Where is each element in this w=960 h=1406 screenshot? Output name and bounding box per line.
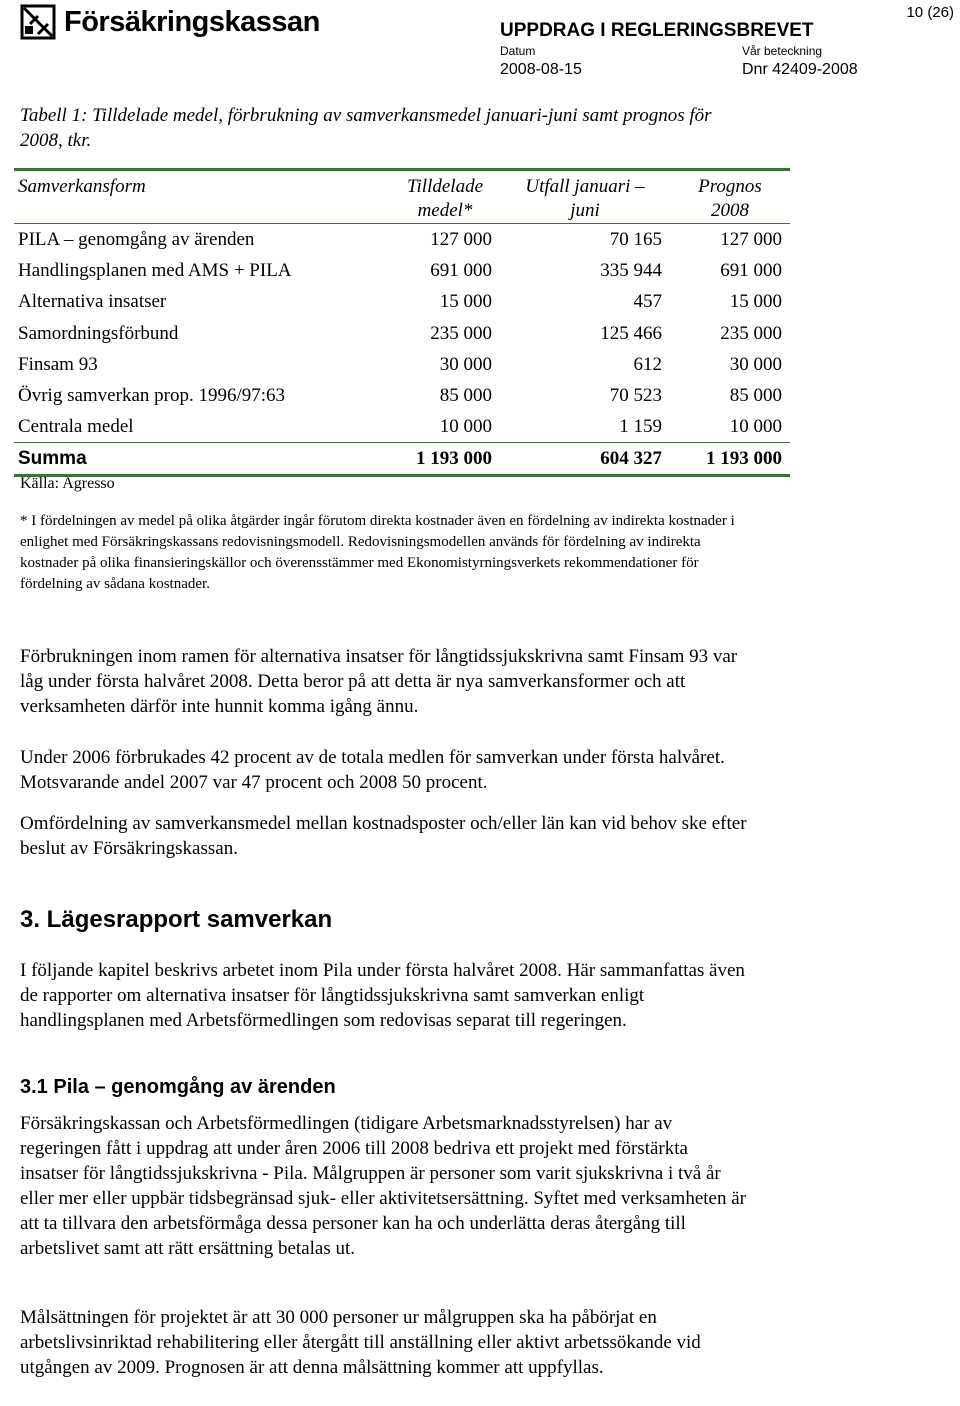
column-header: Prognos 2008 <box>698 176 762 221</box>
logo <box>20 4 320 40</box>
table-row <box>14 380 790 411</box>
column-header: Samverkansform <box>18 176 146 197</box>
table-cell: 30 000 <box>439 353 492 375</box>
table-cell: 335 944 <box>600 260 662 282</box>
table-cell: 691 000 <box>430 260 492 282</box>
table-total-row <box>14 443 790 476</box>
table-cell: 612 <box>633 353 662 375</box>
table-cell: Övrig samverkan prop. 1996/97:63 <box>18 385 286 407</box>
paragraph: Under 2006 förbrukades 42 procent av de totala medlen för samverkan under första halvåret. Motsvarande andel 2007 var 47 procent och 2008 50 procent. <box>20 747 725 793</box>
date-value: 2008-08-15 <box>500 61 582 78</box>
document-type: UPPDRAG I REGLERINGSBREVET <box>500 20 814 41</box>
table-cell: 10 000 <box>729 416 782 438</box>
table-row <box>14 318 790 349</box>
table-row <box>14 286 790 317</box>
table-cell: 70 165 <box>609 229 662 251</box>
table-cell: Samordningsförbund <box>18 322 179 344</box>
reference-label: Vår beteckning <box>742 44 823 58</box>
table-cell: 235 000 <box>720 322 782 344</box>
table-cell: 70 523 <box>609 385 662 407</box>
table-caption: Tabell 1: Tilldelade medel, förbrukning av samverkansmedel januari-juni samt prognos för 2008, tkr. <box>20 105 712 151</box>
table-row <box>14 411 790 443</box>
table-cell: 127 000 <box>430 229 492 251</box>
table-cell: 85 000 <box>439 385 492 407</box>
table-row <box>14 349 790 380</box>
table-cell: 15 000 <box>439 291 492 313</box>
table-cell: Finsam 93 <box>18 353 98 375</box>
table-cell: 691 000 <box>720 260 782 282</box>
table-cell: 604 327 <box>600 448 662 470</box>
table-cell: Summa <box>18 448 87 470</box>
paragraph: Målsättningen för projektet är att 30 000 personer ur målgruppen ska ha påbörjat en arbetslivsinriktad rehabilitering eller återgått till anställning eller aktivt arbetssökande vid utgången av 2009. Prognosen är att denna målsättning kommer att uppfyllas. <box>20 1307 701 1378</box>
allocation-table <box>14 168 790 477</box>
table-row <box>14 224 790 256</box>
footnote: * I fördelningen av medel på olika åtgärder ingår förutom direkta kostnader även en fördelning av indirekta kostnader i enlighet med Försäkringskassans redovisningsmodell. Redovisningsmodellen används för fördelning av indirekta kostnader på olika finansieringskällor och överensstämmer med Ekonomistyrningsverkets rekommendationer för fördelning av sådana kostnader. <box>20 513 735 592</box>
table-cell: 15 000 <box>729 291 782 313</box>
table-row <box>14 255 790 286</box>
section-heading: 3. Lägesrapport samverkan <box>20 906 333 933</box>
table-cell: Alternativa insatser <box>18 291 167 313</box>
paragraph: Förbrukningen inom ramen för alternativa insatser för långtidssjukskrivna samt Finsam 93 var låg under första halvåret 2008. Detta beror på att detta är nya samverkansformer och att verksamheten därför inte hunnit komma igång ännu. <box>20 646 738 717</box>
logo-text: Försäkringskassan <box>64 5 320 38</box>
table-cell: 10 000 <box>439 416 492 438</box>
table-header-row <box>14 170 790 224</box>
table-cell: 1 159 <box>619 416 662 438</box>
table-cell: 235 000 <box>430 322 492 344</box>
table-cell: 125 466 <box>600 322 662 344</box>
table-cell: 1 193 000 <box>706 448 782 470</box>
table-cell: 1 193 000 <box>416 448 492 470</box>
paragraph: Försäkringskassan och Arbetsförmedlingen (tidigare Arbetsmarknadsstyrelsen) har av regeringen fått i uppdrag att under åren 2006 till 2008 bedriva ett projekt med förstärkta insatser för långtidssjukskrivna - Pila. Målgruppen är personer som varit sjukskrivna i två år eller mer eller uppbär tidsbegränsad sjuk- eller aktivitetsersättning. Syftet med verksamheten är att ta tillvara den arbetsförmåga dessa personer kan ha och underlätta deras återgång till arbetslivet samt att rätt ersättning betalas ut. <box>20 1113 746 1259</box>
paragraph: I följande kapitel beskrivs arbetet inom Pila under första halvåret 2008. Här sammanfattas även de rapporter om alternativa insatser för långtidssjukskrivna samt samverkan enligt handlingsplanen med Arbetsförmedlingen som redovisas separat till regeringen. <box>20 960 745 1031</box>
table-cell: Centrala medel <box>18 416 134 438</box>
table-source: Källa: Agresso <box>20 475 115 492</box>
reference-value: Dnr 42409-2008 <box>742 61 858 78</box>
table-cell: 457 <box>633 291 662 313</box>
table-cell: 127 000 <box>720 229 782 251</box>
table-cell: 85 000 <box>729 385 782 407</box>
table-cell: PILA – genomgång av ärenden <box>18 229 255 251</box>
subsection-heading: 3.1 Pila – genomgång av ärenden <box>20 1076 336 1098</box>
table-cell: 30 000 <box>729 353 782 375</box>
paragraph: Omfördelning av samverkansmedel mellan kostnadsposter och/eller län kan vid behov ske efter beslut av Försäkringskassan. <box>20 813 747 859</box>
page-number: 10 (26) <box>906 4 954 21</box>
column-header: Tilldelade medel* <box>407 176 483 221</box>
column-header: Utfall januari – juni <box>525 176 645 221</box>
table-cell: Handlingsplanen med AMS + PILA <box>18 260 292 282</box>
date-label: Datum <box>500 44 536 58</box>
logo-icon <box>20 4 56 40</box>
